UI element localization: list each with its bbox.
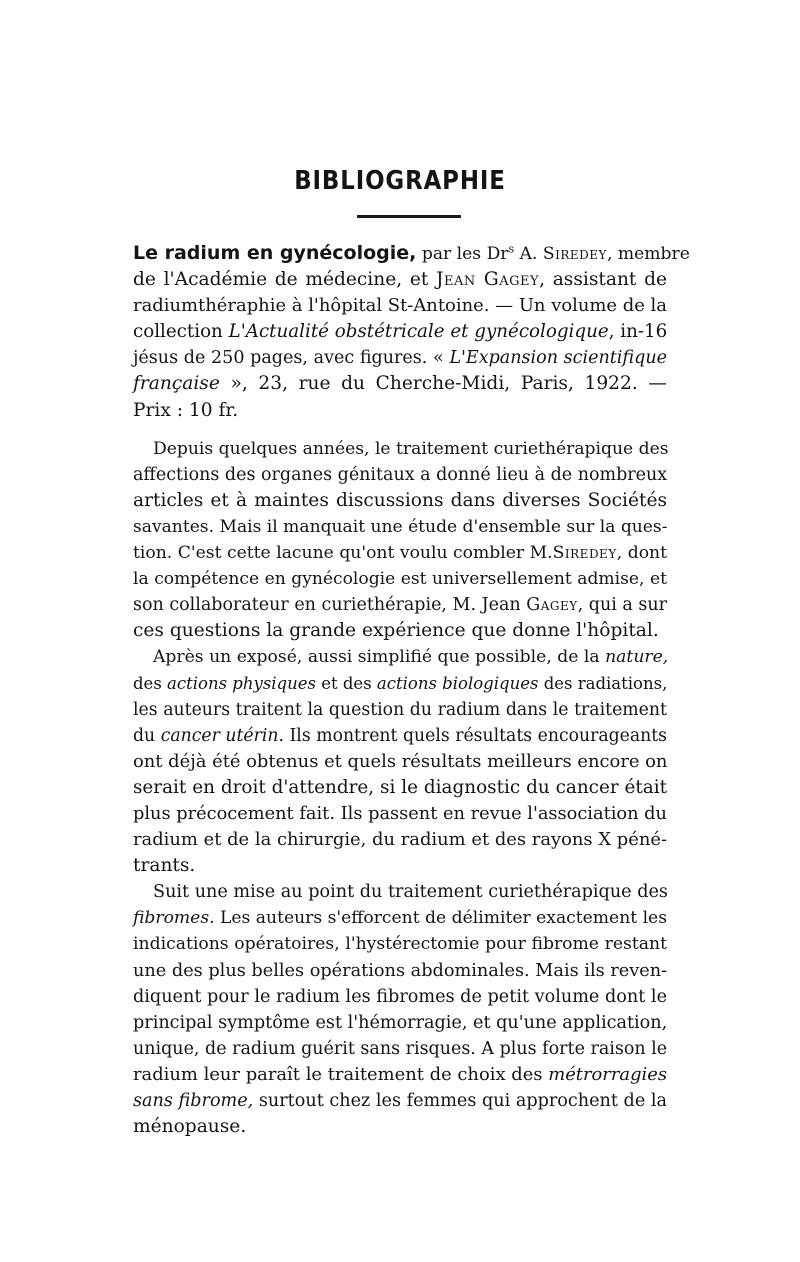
publisher-name: L'Expansion scientifique [449,348,667,369]
title-rule [357,215,461,218]
entry-line-1: Le radium en gynécologie, par les Dr$^s$ A. Siredey, membre [133,242,690,264]
article-body [133,240,690,1140]
paragraph-1: Depuis quelques années, le traitement curiethérapique des affections des organes génitaux a donné lieu à de nombreux articles et à maintes discussions dans diverses Sociétés savantes. Mais il manquait une étude d'ensemble sur la ques- tion. C'est cette lacune qu'ont voulu combler M.Siredey, dont la compétence en gynécologie est universellement admise, et son collaborateur en curiethérapie, M. Jean Gagey, qui a sur ces questions la grande expérience que donne l'hôpital. [133,438,669,642]
paragraph-2: Après un exposé, aussi simplifié que possible, de la nature, des actions physiques et des actions biologiques des radiations, les auteurs traitent la question du radium dans le traitement du cancer utérin. Ils montrent quels résultats encourageants ont déjà été obtenus et quels résultats meilleurs encore on serait en droit d'attendre, si le diagnostic du cancer était plus précocement fait. Ils passent en revue l'association du radium et de la chirurgie, du radium et des rayons X péné- trants. [133,647,669,877]
entry-line-2: de l'Académie de médecine, et Jean Gagey, assistant de [133,269,667,291]
series-title: L'Actualité obstétricale et gynécologique [228,321,609,343]
bibliographic-entry [133,240,690,424]
author-siredey: Siredey [542,244,607,264]
author-gagey: Jean Gagey [436,269,540,291]
paragraph-3: Suit une mise au point du traitement curiethérapique des fibromes. Les auteurs s'efforcent de délimiter exactement les indications opératoires, l'hystérectomie pour fibrome restant une des plus belles opérations abdominales. Mais ils reven- diquent pour le radium les fibromes de petit volume dont le principal symptôme est l'hémorragie, et qu'une application, unique, de radium guérit sans risques. A plus forte raison le radium leur paraît le traitement de choix des métrorragies sans fibrome, surtout chez les femmes qui approchent de la ménopause. [133,882,668,1138]
entry-line-3: radiumthéraphie à l'hôpital St-Antoine. — Un volume de la [133,295,667,317]
entry-line-6: française », 23, rue du Cherche-Midi, Paris, 1922. — [133,373,667,395]
entry-line-5: jésus de 250 pages, avec figures. « L'Expansion scientifique [133,348,667,369]
entry-price: Prix : 10 fr. [133,399,239,421]
page-title: BIBLIOGRAPHIE [294,166,506,196]
entry-line-4: collection L'Actualité obstétricale et gynécologique, in-16 [133,321,668,343]
